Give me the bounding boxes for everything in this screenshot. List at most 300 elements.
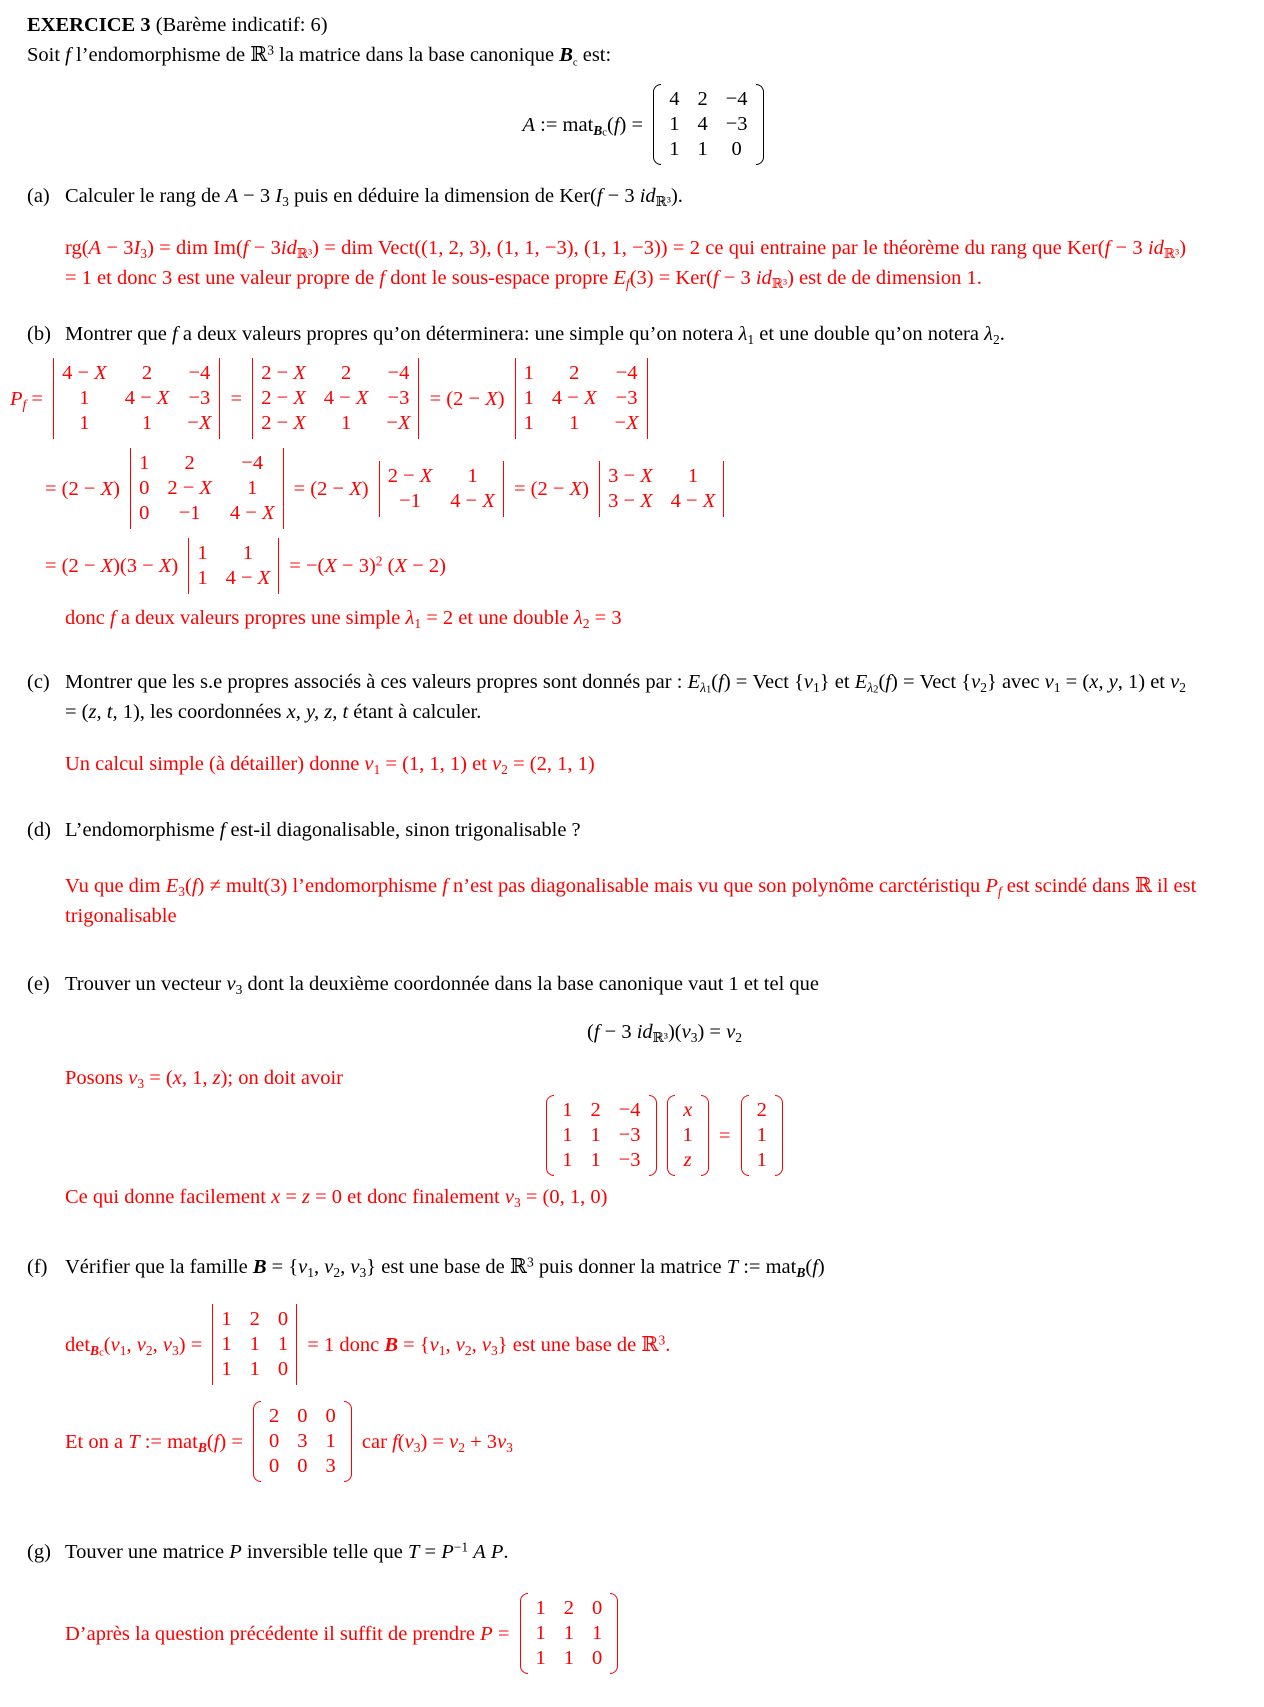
cell-text: 1 <box>247 477 258 499</box>
cell-text: 1 <box>563 1647 574 1669</box>
text-segment: Un calcul simple (à détailler) donne <box>65 753 365 775</box>
text-segment: − 3 <box>602 185 640 207</box>
cell-text: X <box>293 387 306 409</box>
matrix-cell <box>757 1148 767 1173</box>
matrix-cell <box>592 1646 602 1671</box>
text-segment: c <box>99 1346 104 1358</box>
text-segment: Calculer le rang de <box>65 185 226 207</box>
paren-right <box>775 1095 783 1176</box>
matrix-cell <box>250 1307 260 1332</box>
matrix-grid <box>261 1401 344 1482</box>
item-a <box>27 181 1264 293</box>
text-segment: Touver une matrice <box>65 1541 230 1563</box>
text-segment: v <box>350 1256 360 1278</box>
matrix-grid <box>528 1593 611 1674</box>
matrix-cell <box>552 411 597 436</box>
text-segment: X <box>100 555 114 577</box>
cell-text: 2 <box>563 1597 574 1619</box>
text-segment: = −( <box>284 555 325 577</box>
text-segment: A <box>88 237 102 259</box>
matrix-cell <box>386 361 410 386</box>
cell-text: 1 <box>535 1597 546 1619</box>
text-segment: v <box>364 753 374 775</box>
math-text <box>424 384 509 414</box>
text-segment: ( <box>711 671 719 693</box>
text-segment: = (2 − <box>288 477 350 500</box>
determinant <box>252 358 419 439</box>
cell-text: − <box>187 412 199 434</box>
cell-text: 0 <box>592 1597 603 1619</box>
text-segment: I <box>275 185 283 207</box>
text-segment: Montrer que les s.e propres associés à ces valeurs propres sont donnés par : <box>65 671 688 693</box>
matrix-cell <box>450 464 495 489</box>
text-segment: = (2 − <box>508 477 570 500</box>
text-segment: id <box>1147 237 1164 259</box>
text-segment: 3 <box>491 1342 498 1358</box>
text-segment: f <box>613 113 620 136</box>
item-g <box>27 1537 1264 1683</box>
text-segment: ) est de de dimension 1. <box>787 267 982 289</box>
cell-text: 4 − <box>229 502 262 524</box>
text-segment: 2 <box>458 1439 465 1455</box>
text-segment: ) <box>497 387 510 410</box>
paren-left <box>546 1095 554 1176</box>
text-segment: P <box>441 1541 454 1563</box>
text-segment: id <box>639 185 656 207</box>
text-segment: X <box>394 555 408 577</box>
text-segment: f <box>109 607 116 629</box>
cell-text: 1 <box>523 387 534 409</box>
matrix-cell <box>619 1148 641 1173</box>
text-segment: ( <box>607 113 614 136</box>
text-segment: puis en déduire la dimension de Ker( <box>288 185 597 207</box>
cell-text: X <box>640 464 653 487</box>
cell-text: X <box>702 489 716 512</box>
paren-right <box>610 1593 618 1674</box>
text-segment: 2 <box>464 1342 472 1358</box>
text-segment: L’endomorphisme <box>65 819 220 841</box>
text-segment: T <box>407 1541 420 1563</box>
cell-text: 4 − <box>551 387 584 409</box>
text-segment: c <box>602 126 608 138</box>
item-e-conclusion <box>65 1182 1264 1212</box>
cell-text: 1 <box>197 567 208 589</box>
math-text <box>302 1330 670 1360</box>
text-segment: ) = Vect { <box>890 671 972 693</box>
text-segment: λ <box>405 607 415 629</box>
text-segment: f <box>718 671 724 693</box>
text-segment: := mat <box>139 1430 198 1453</box>
cell-text: 3 <box>325 1455 336 1477</box>
cell-text: 2 <box>340 362 352 384</box>
matrix-cell <box>125 386 170 411</box>
text-segment: = ( <box>144 1067 173 1089</box>
text-segment: − 3 <box>1110 237 1148 259</box>
text-segment: f <box>596 185 603 207</box>
text-segment: la matrice dans la base canonique <box>274 44 560 66</box>
text-segment: v <box>128 1067 138 1089</box>
text-segment: x <box>271 1186 281 1208</box>
cell-text: z <box>683 1149 692 1171</box>
text-segment: f <box>242 237 249 259</box>
matrix-cell <box>221 1357 231 1382</box>
matrix-cell <box>187 361 211 386</box>
text-segment: v <box>492 753 502 775</box>
text-segment: , <box>314 1256 325 1278</box>
matrix <box>667 1095 709 1176</box>
matrix-cell <box>757 1098 767 1123</box>
text-segment: B <box>796 1264 806 1280</box>
text-segment: , <box>340 1256 351 1278</box>
text-segment: ) = <box>420 1430 450 1453</box>
text-segment: ) ≠ mult(3) l’endomorphisme <box>197 875 443 897</box>
cell-text: 0 <box>277 1358 289 1380</box>
text-segment: 3 <box>506 1439 513 1455</box>
matrix-cell <box>278 1357 288 1382</box>
item-e-posons <box>65 1063 1264 1093</box>
matrix-cell <box>388 489 433 514</box>
cell-text: −3 <box>188 387 211 409</box>
cell-text: 3 − <box>608 489 641 512</box>
item-b-answer <box>10 358 1264 633</box>
cell-text: 1 <box>197 542 208 564</box>
cell-text: −4 <box>188 362 211 384</box>
text-segment: 3 <box>267 42 275 58</box>
math-text <box>65 1619 515 1649</box>
math-text <box>357 1427 513 1457</box>
text-segment: x <box>172 1067 182 1089</box>
matrix-cell <box>197 541 207 566</box>
text-segment: 1 <box>747 331 755 347</box>
cell-text: 2 − <box>261 412 294 434</box>
determinant <box>212 1304 297 1385</box>
text-segment: , <box>152 1333 163 1356</box>
cell-text: 1 <box>221 1333 232 1355</box>
matrix-cell <box>326 1454 336 1479</box>
matrix-cell <box>221 1332 231 1357</box>
text-segment: z <box>212 1067 221 1089</box>
text-segment: , 1, <box>181 1067 213 1089</box>
text-segment: Vu que dim <box>65 875 166 897</box>
matrix-cell <box>167 476 212 501</box>
matrix-cell <box>297 1404 307 1429</box>
text-segment: ℝ³ <box>1163 245 1180 261</box>
cell-text: 3 <box>297 1430 308 1452</box>
cell-text: X <box>257 567 271 589</box>
text-segment: P <box>229 1541 242 1563</box>
cell-text: 1 <box>523 412 534 434</box>
matrix-cell <box>536 1596 546 1621</box>
paren-right <box>649 1095 657 1176</box>
text-segment: 3 <box>137 1075 145 1091</box>
text-segment: = (2, 1, 1) <box>507 753 595 775</box>
text-segment: − 3 <box>101 237 134 259</box>
text-segment: v <box>726 1021 736 1043</box>
text-segment: f <box>712 267 719 289</box>
matrix-grid <box>253 358 418 439</box>
text-segment: 3 <box>282 193 289 209</box>
matrix-cell <box>669 87 679 112</box>
text-segment: λ <box>984 323 993 345</box>
matrix-cell <box>590 1123 600 1148</box>
cell-text: 1 <box>592 1622 603 1644</box>
matrix-cell <box>562 1148 572 1173</box>
text-segment: v <box>971 671 981 693</box>
vbar-right <box>283 448 284 529</box>
matrix-cell <box>697 112 707 137</box>
matrix-cell <box>269 1454 279 1479</box>
cell-text: −3 <box>618 1124 641 1146</box>
matrix-cell <box>388 464 433 489</box>
text-segment: B <box>593 122 603 138</box>
cell-text: − <box>386 412 398 434</box>
text-segment: Ce qui donne facilement <box>65 1186 272 1208</box>
matrix-grid <box>516 358 647 439</box>
text-segment: Posons <box>65 1067 129 1089</box>
cell-text: 2 <box>590 1099 601 1121</box>
cell-text: 1 <box>221 1308 232 1330</box>
cell-text: 1 <box>277 1333 289 1355</box>
paren-right <box>344 1401 352 1482</box>
matrix-cell <box>564 1621 574 1646</box>
item-b-label: (b) <box>27 323 51 345</box>
text-segment: 1 <box>438 1342 446 1358</box>
paren-left <box>520 1593 528 1674</box>
text-segment: ) = <box>697 1021 727 1043</box>
cell-text: 0 <box>277 1308 289 1330</box>
item-a-answer <box>65 233 1264 293</box>
text-segment: X <box>324 555 337 577</box>
text-segment: P <box>10 387 23 410</box>
text-segment: = ( <box>65 701 89 723</box>
text-segment: v <box>1044 671 1054 693</box>
text-segment: A <box>473 1541 486 1563</box>
text-segment: . <box>503 1541 509 1563</box>
text-segment: P <box>985 875 998 897</box>
text-segment: n’est pas diagonalisable mais vu que son polynôme carctéristiqu <box>447 875 986 897</box>
text-segment: a deux valeurs propres qu’on déterminera: une simple qu’on notera <box>177 323 739 345</box>
text-segment: λ <box>738 323 748 345</box>
text-segment: det <box>65 1333 91 1356</box>
text-segment: id <box>636 1021 653 1043</box>
cell-text: 2 − <box>261 387 294 409</box>
text-segment: f <box>1104 237 1111 259</box>
text-segment: = (2 − <box>45 477 101 500</box>
cell-text: X <box>626 412 639 434</box>
cell-text: 4 − <box>124 387 157 409</box>
matrix-cell <box>592 1621 602 1646</box>
text-segment: E <box>687 671 701 693</box>
text-segment: P <box>480 1622 493 1645</box>
item-e-equation <box>65 1017 1264 1047</box>
text-segment: = 0 et donc finalement <box>309 1186 505 1208</box>
math-text <box>284 551 446 581</box>
text-segment: dont le sous-espace propre <box>385 267 614 289</box>
text-segment: . <box>999 323 1005 345</box>
matrix-cell <box>187 386 211 411</box>
text-segment: = <box>280 1186 302 1208</box>
cell-text: 1 <box>756 1149 767 1171</box>
text-segment: (Barème indicatif: 6) <box>150 14 328 36</box>
text-segment: = { <box>266 1256 299 1278</box>
vbar-right <box>418 358 419 439</box>
matrix-grid <box>131 448 282 529</box>
text-segment: f <box>392 1430 398 1453</box>
text-segment: et une double qu’on notera <box>754 323 985 345</box>
text-segment: v <box>110 1333 120 1356</box>
text-segment: 1 <box>307 1264 315 1280</box>
text-segment: − 3 <box>238 185 276 207</box>
text-segment: 1 <box>1053 679 1061 695</box>
cell-text: 0 <box>297 1455 308 1477</box>
math-text <box>714 1121 736 1151</box>
text-segment: f <box>593 1021 600 1043</box>
cell-text: 1 <box>79 387 90 409</box>
text-segment: 3 <box>413 1439 421 1455</box>
text-segment: z <box>302 1186 310 1208</box>
matrix-grid <box>54 358 219 439</box>
text-segment: rg( <box>65 237 89 259</box>
matrix-cell <box>62 361 107 386</box>
matrix-cell <box>125 411 170 436</box>
text-segment: id <box>280 237 297 259</box>
matrix-grid <box>554 1095 648 1176</box>
text-segment: v <box>324 1256 334 1278</box>
text-segment: λ <box>867 679 874 695</box>
text-segment: X <box>100 477 114 500</box>
text-segment: } avec <box>986 671 1045 693</box>
cell-text: X <box>640 489 653 512</box>
text-segment: X <box>349 477 362 500</box>
matrix-grid <box>380 461 503 517</box>
item-f <box>27 1252 1264 1491</box>
matrix-cell <box>324 361 369 386</box>
math-text <box>289 474 374 504</box>
matrix-cell <box>615 361 639 386</box>
item-d-answer <box>65 871 1264 931</box>
text-segment: − 3 <box>599 1021 637 1043</box>
cell-text: 1 <box>325 1430 336 1452</box>
math-text <box>10 384 48 414</box>
vbar-right <box>647 358 648 439</box>
item-b-pf-line1 <box>10 358 1264 439</box>
text-segment: v <box>136 1333 146 1356</box>
matrix-cell <box>125 361 170 386</box>
text-segment: − 2) <box>407 555 446 577</box>
cell-text: 1 <box>340 412 352 434</box>
cell-text: 1 <box>669 113 680 135</box>
matrix-cell <box>230 501 275 526</box>
text-segment: Trouver un vecteur <box>65 973 227 995</box>
text-segment: = 1 donc <box>302 1333 385 1356</box>
cell-text: X <box>397 412 411 434</box>
item-c-label: (c) <box>27 671 50 693</box>
matrix-cell <box>250 1332 260 1357</box>
cell-text: −4 <box>725 88 748 110</box>
cell-text: 1 <box>669 138 680 160</box>
text-segment: f <box>442 875 448 897</box>
cell-text: 0 <box>731 138 742 160</box>
cell-text: 1 <box>242 542 253 564</box>
cell-text: 2 <box>269 1405 280 1427</box>
matrix-cell <box>261 361 306 386</box>
cell-text: 1 <box>563 1622 574 1644</box>
text-segment: ) <box>361 477 374 500</box>
cell-text: 2 − <box>387 464 420 487</box>
matrix-cell <box>615 386 639 411</box>
cell-text: −4 <box>387 362 410 384</box>
math-text <box>522 110 648 140</box>
cell-text: 4 − <box>670 489 703 512</box>
text-segment: E <box>854 671 868 693</box>
cell-text: X <box>94 362 107 384</box>
text-segment: 2 <box>1179 679 1187 695</box>
text-segment: Montrer que <box>65 323 173 345</box>
text-segment: v <box>481 1333 492 1356</box>
matrix-cell <box>326 1404 336 1429</box>
item-b-question <box>65 319 1264 349</box>
text-segment: , <box>445 1333 456 1356</box>
cell-text: 1 <box>467 464 478 487</box>
cell-text: 0 <box>139 502 150 524</box>
text-segment: − 3) <box>336 555 376 577</box>
text-segment: )(3 − <box>113 555 159 577</box>
text-segment: X <box>485 387 498 410</box>
cell-text: 1 <box>682 1124 693 1146</box>
text-segment: = (2 − <box>424 387 486 410</box>
text-segment: = (2 − <box>45 555 101 577</box>
text-segment: v <box>497 1430 507 1453</box>
cell-text: 2 <box>184 452 195 474</box>
text-segment: = { <box>398 1333 430 1356</box>
text-segment: f <box>213 1430 220 1453</box>
text-segment: a deux valeurs propres une simple <box>115 607 406 629</box>
text-segment: 3 <box>658 1331 666 1347</box>
matrix-cell <box>278 1307 288 1332</box>
matrix-cell <box>62 411 107 436</box>
cell-text: 2 <box>697 88 708 110</box>
matrix <box>741 1095 783 1176</box>
cell-text: −4 <box>615 362 638 384</box>
matrix-cell <box>167 501 212 526</box>
math-text <box>65 1330 207 1360</box>
text-segment: ℝ³ <box>296 245 313 261</box>
item-f-det-line <box>65 1304 1264 1385</box>
item-c-answer <box>65 749 1264 779</box>
cell-text: 1 <box>590 1124 601 1146</box>
text-segment: c <box>572 57 578 69</box>
text-segment: ( <box>382 555 395 577</box>
text-segment: A <box>522 113 536 136</box>
exercise-title <box>27 10 1264 40</box>
matrix-cell <box>386 411 410 436</box>
cell-text: 1 <box>249 1333 260 1355</box>
cell-text: 1 <box>697 138 708 160</box>
item-b-pf-line2 <box>45 448 1264 529</box>
item-a-question <box>65 181 1264 211</box>
text-segment: = ( <box>1060 671 1090 693</box>
cell-text: 0 <box>297 1405 308 1427</box>
text-segment: ) = <box>178 1333 208 1356</box>
text-segment: B <box>559 44 573 66</box>
text-segment: ( <box>586 1021 594 1043</box>
matrix-cell <box>250 1357 260 1382</box>
text-segment: v <box>1170 671 1180 693</box>
matrix-cell <box>386 386 410 411</box>
text-segment: z, t <box>88 701 113 723</box>
determinant <box>188 538 279 594</box>
matrix-cell <box>261 411 306 436</box>
